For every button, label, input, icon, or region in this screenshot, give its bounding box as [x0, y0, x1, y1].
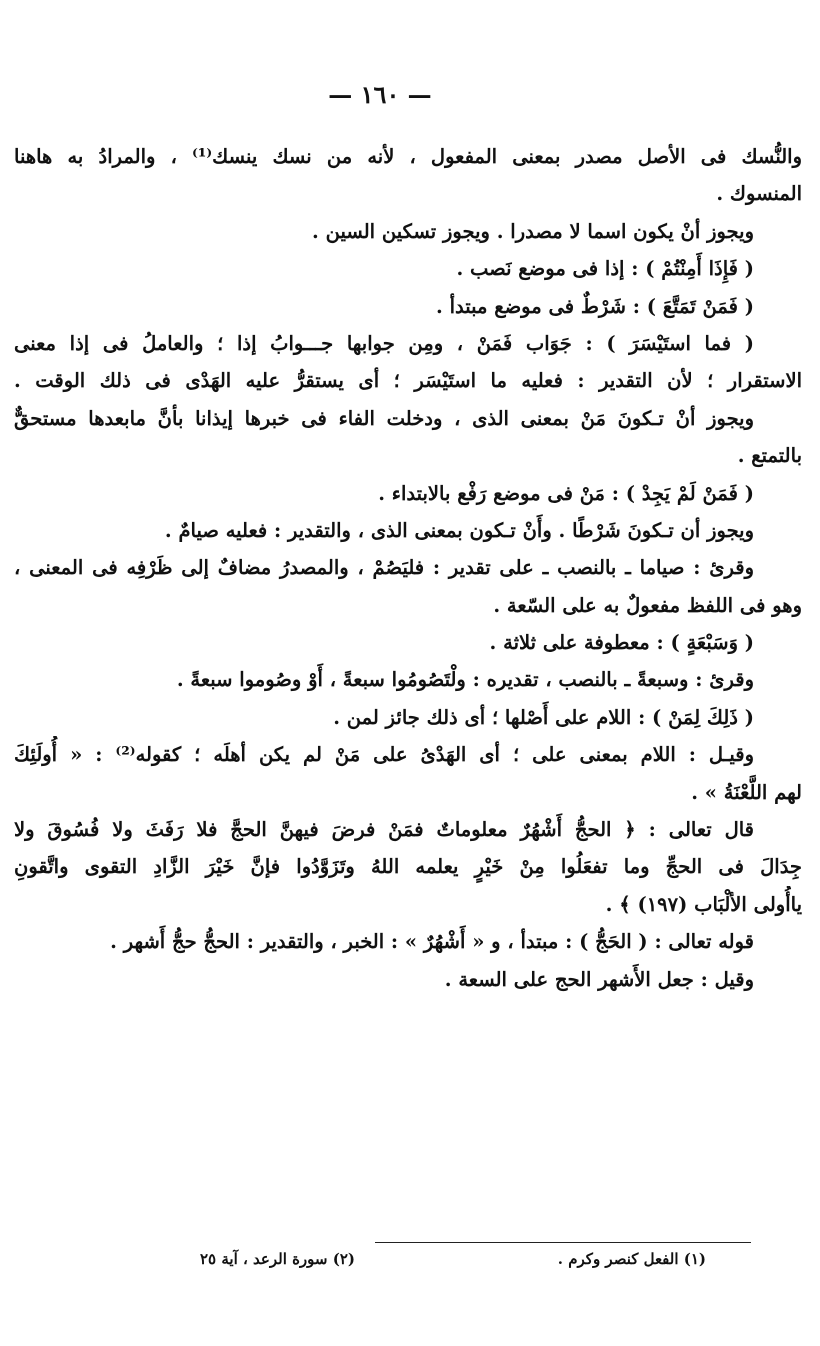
page-number: — ١٦٠ — [328, 80, 432, 109]
text-line: ( فَمَنْ لَمْ يَجِدْ ) : مَنْ فى موضع رَفْع بالابتداء . [378, 481, 754, 505]
text-line: ياأُولى الألْبَاب (١٩٧) ﴾ . [605, 892, 802, 916]
text-line: قال تعالى : ﴿ الحجُّ أَشْهُرٌ معلوماتٌ فمَنْ فرضَ فيهنَّ الحجَّ فلا رَفَثَ ولا فُسُوقَ ولا [14, 818, 754, 842]
text-line: بالتمتع . [737, 444, 802, 468]
text-line: ( فما استَيْسَرَ ) : جَوَاب فَمَنْ ، ومِن جوابها جـــوابُ إذا ؛ والعاملُ فى إذا معنى [14, 331, 754, 355]
text-line: وقيـل : اللام بمعنى على ؛ أى الهَدْىُ على مَنْ لم يكن أهلَه ؛ كقوله⁽²⁾ : « أُولَئِكَ [14, 743, 754, 767]
footnote-2: (٢) سورة الرعد ، آية ٢٥ [200, 1250, 355, 1268]
footnote-1: (١) الفعل كنصر وكرم . [557, 1250, 706, 1268]
text-line: والنُّسك فى الأصل مصدر بمعنى المفعول ، لأنه من نسك ينسك⁽¹⁾ ، والمرادُ به هاهنا [14, 145, 802, 168]
text-line: وقرئ : وسبعةً ـ بالنصب ، تقديره : ولْتَصُومُوا سبعةً ، أَوْ وصُوموا سبعةً . [176, 668, 754, 692]
footnotes [200, 1250, 706, 1268]
text-line: الاستقرار ؛ لأن التقدير : فعليه ما استَيْسَر ؛ أى يستقرُّ عليه الهَدْى فى ذلك الوقت . [14, 369, 802, 393]
text-line: قوله تعالى : ( الحَجُّ ) : مبتدأ ، و « أَشْهُرٌ » : الخبر ، والتقدير : الحجُّ حجُّ أَشهر . [110, 930, 754, 954]
text-line: المنسوك . [716, 182, 802, 206]
text-line: جِدَالَ فى الحجِّ وما تفعَلُوا مِنْ خَيْرٍ يعلمه اللهُ وتَزَوَّدُوا فإنَّ خَيْرَ الزَّادِ التقوى واتَّقونِ [14, 855, 802, 879]
text-line: لهم اللَّعْنَةُ » . [691, 780, 802, 804]
text-line: ويجوز أنْ تـكونَ مَنْ بمعنى الذى ، ودخلت الفاء فى خبرها إيذانا بأنَّ مابعدها مستحقٌّ [14, 406, 754, 430]
text-line: ( ذَلِكَ لِمَنْ ) : اللام على أَصْلها ؛ أى ذلك جائز لمن . [333, 705, 754, 729]
text-line: ( فَإِذَا أَمِنْتُمْ ) : إذا فى موضع نَصب . [456, 257, 754, 281]
text-line: ويجوز أن تـكونَ شَرْطًا . وأَنْ تـكون بمعنى الذى ، والتقدير : فعليه صيامٌ . [164, 518, 754, 542]
text-line: وقيل : جعل الأَشهر الحج على السعة . [444, 967, 754, 991]
text-line: وقرئ : صياما ـ بالنصب ـ على تقدير : فليَصُمْ ، والمصدرُ مضافٌ إلى ظَرْفِه فى المعنى ، [14, 556, 754, 580]
text-line: ( فَمَنْ تَمَتَّعَ ) : شَرْطٌ فى موضع مبتدأ . [436, 294, 754, 318]
footnote-divider [375, 1242, 751, 1243]
page-body [14, 138, 802, 998]
text-line: ويجوز أنْ يكون اسما لا مصدرا . ويجوز تسكين السين . [312, 219, 754, 243]
text-line: وهو فى اللفظ مفعولٌ به على السّعة . [493, 593, 802, 617]
text-line: ( وَسَبْعَةٍ ) : معطوفة على ثلاثة . [489, 631, 754, 655]
